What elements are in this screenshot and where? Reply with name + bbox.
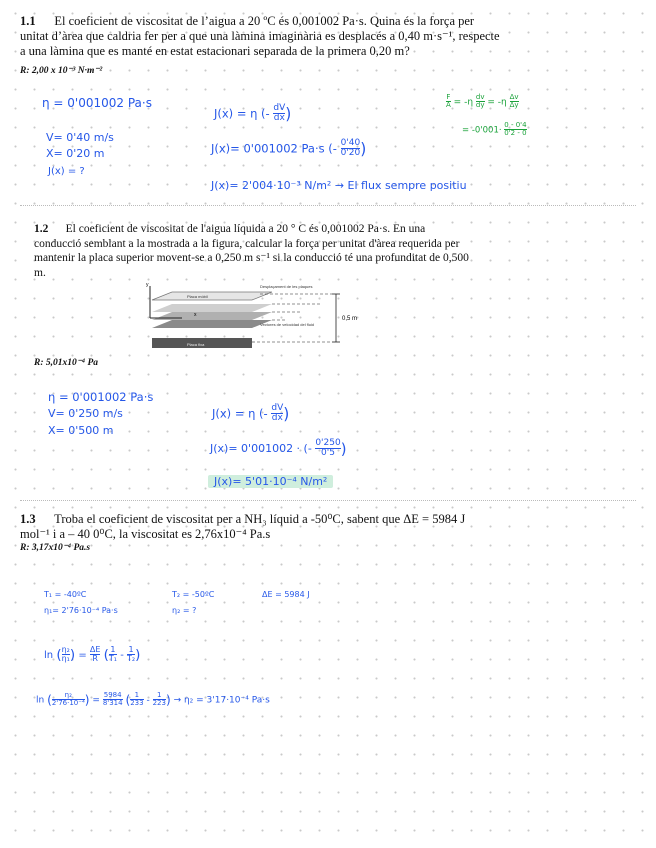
fluid-layer [152, 312, 272, 320]
fraction: $\frac{1}{\text{T₂}}$ [127, 645, 136, 664]
hw3-eta1: η₁= 2'76·10⁻⁴ Pa·s [44, 606, 118, 615]
vectors-label: Vectores de velocidad del fluid [260, 322, 315, 327]
fraction: $\frac{5984}{8'314}$ [102, 691, 123, 708]
problem-line: mol⁻¹ i a – 40 0⁰C, la viscositat es 2,76x10⁻⁴ Pa.s [20, 527, 271, 541]
problem-line: a una làmina que es manté en estat estacionari separada de la primera 0,20 m? [20, 44, 410, 58]
hw2-result: J(x)= 5'01·10⁻⁴ N/m² [208, 475, 333, 488]
top-label: Desplaçament de les plaques [260, 284, 313, 289]
problem-1-2-text [34, 222, 634, 280]
hw3-eta2: η₂ = ? [172, 606, 197, 615]
hw1-x: X= 0'20 m [46, 147, 105, 160]
fraction: $\frac{1}{\text{T₁}}$ [108, 645, 118, 664]
fluid-layer [152, 304, 272, 312]
top-plate [152, 292, 272, 300]
axis-y-label: y [146, 282, 149, 288]
fraction: $\frac{\text{η₂}}{\text{2'76·10⁻⁴}}$ [51, 691, 85, 708]
answer-1-1: R: 2,00 x 10⁻³ N·m⁻² [20, 66, 103, 76]
hw2-v: V= 0'250 m/s [48, 407, 123, 420]
hw2-eta: η = 0'001002 Pa·s [48, 390, 154, 404]
fraction: $\frac{0 - 0'4}{0'2 - 0}$ [504, 121, 527, 138]
problem-line: 1.2 El coeficient de viscositat de l'aigua líquida a 20 ° C és 0,001002 Pa·s. En una [34, 223, 426, 235]
fraction: $\frac{0'40}{0'20}$ [340, 138, 361, 159]
problem-line: unitat d’àrea que caldria fer per a que una làmina imaginària es desplacés a 0,40 m·s⁻¹, respecte [20, 29, 500, 43]
fraction: $\frac{dv}{dy}$ [475, 93, 485, 110]
hw3-t2: T₂ = -50ºC [172, 590, 215, 599]
fraction: $\frac{F}{A}$ [446, 93, 451, 110]
problem-number: 1.1 [20, 14, 36, 28]
hw3-equation: ln ( $\frac{\text{η₂}}{\text{η₁}}$ ) = $\frac{\Delta E}{R}$ ( $\frac{1}{\text{T₁}}$ - $\frac{1}{\text{T₂}}$ ) [44, 645, 141, 664]
fraction: $\frac{\Delta E}{R}$ [89, 645, 101, 664]
separator [20, 205, 636, 206]
fraction: $\frac{1}{223}$ [152, 691, 166, 708]
hw1-green-substitution: = -0'001· $\frac{0 - 0'4}{0'2 - 0}$ [462, 121, 527, 138]
couette-flow-figure [142, 280, 372, 354]
axis-x-label: x [194, 312, 197, 318]
fluid-layer [152, 320, 272, 328]
problem-line: mantenir la placa superior movent-se a 0,250 m s⁻¹ si la conducció té una profunditat de 0,500 [34, 252, 469, 264]
fraction: $\frac{0'250}{0'5}$ [315, 438, 341, 459]
hw3-t1: T₁ = -40ºC [44, 590, 87, 599]
hw1-result: J(x)= 2'004·10⁻³ N/m² → El flux sempre positiu [211, 179, 467, 192]
hw2-x: X= 0'500 m [48, 424, 114, 437]
hw2-formula: J(x) = η (- $\frac{dV}{dx}$ ) [212, 403, 290, 424]
fraction: $\frac{1}{233}$ [130, 691, 144, 708]
hw1-substitution: J(x)= 0'001002 Pa·s (- $\frac{0'40}{0'20}$ ) [211, 138, 367, 159]
fraction: $\frac{dV}{dx}$ [271, 403, 284, 424]
bottom-plate-label: Placa fixa [187, 342, 205, 347]
hw1-v: V= 0'40 m/s [46, 131, 114, 144]
problem-1-1-text [20, 14, 640, 59]
separator [20, 500, 636, 501]
answer-1-2: R: 5,01x10⁻⁴ Pa [34, 358, 98, 368]
hw1-j: J(x) = ? [48, 166, 85, 177]
hw1-formula: J(x) = η (- $\frac{dV}{dx}$ ) [214, 103, 292, 124]
problem-line: 1.1 El coeficient de viscositat de l’aigua a 20 ºC és 0,001002 Pa·s. Quina és la força per [20, 14, 475, 28]
problem-number: 1.2 [34, 223, 49, 235]
problem-line: m. [34, 266, 46, 279]
hw3-substitution: ln ( $\frac{\text{η₂}}{\text{2'76·10⁻⁴}}$ ) = $\frac{5984}{8'314}$ ( $\frac{1}{233}$ - $\frac{1}{223}$ ) → η₂ = 3'17·10⁻⁴ Pa·s [36, 691, 270, 708]
fraction: $\frac{\Delta v}{\Delta y}$ [509, 93, 519, 110]
fraction: $\frac{dV}{dx}$ [273, 103, 286, 124]
top-plate-label: Placa mòbil [187, 294, 208, 299]
hw1-green-formula: $\frac{F}{A}$ = -η $\frac{dv}{dy}$ = -η $\frac{\Delta v}{\Delta y}$ [446, 93, 519, 110]
problem-line: 1.3 Troba el coeficient de viscositat per a NH₃ líquid a -50⁰C, sabent que ΔE = 5984 J [20, 512, 466, 526]
problem-line: conducció semblant a la mostrada a la figura, calcular la força per unitat d'àrea requerida per [34, 237, 460, 250]
hw3-delta-e: ΔE = 5984 J [262, 590, 310, 599]
problem-number: 1.3 [20, 512, 36, 526]
fraction: $\frac{\text{η₂}}{\text{η₁}}$ [61, 645, 70, 664]
problem-1-3-text [20, 512, 640, 542]
depth-label: 0,5 m [342, 316, 358, 322]
hw1-eta: η = 0'001002 Pa·s [42, 96, 152, 110]
hw2-substitution: J(x)= 0'001002 · (- $\frac{0'250}{0'5}$ ) [210, 438, 347, 459]
answer-1-3: R: 3,17x10⁻⁴ Pa.s [20, 543, 91, 553]
